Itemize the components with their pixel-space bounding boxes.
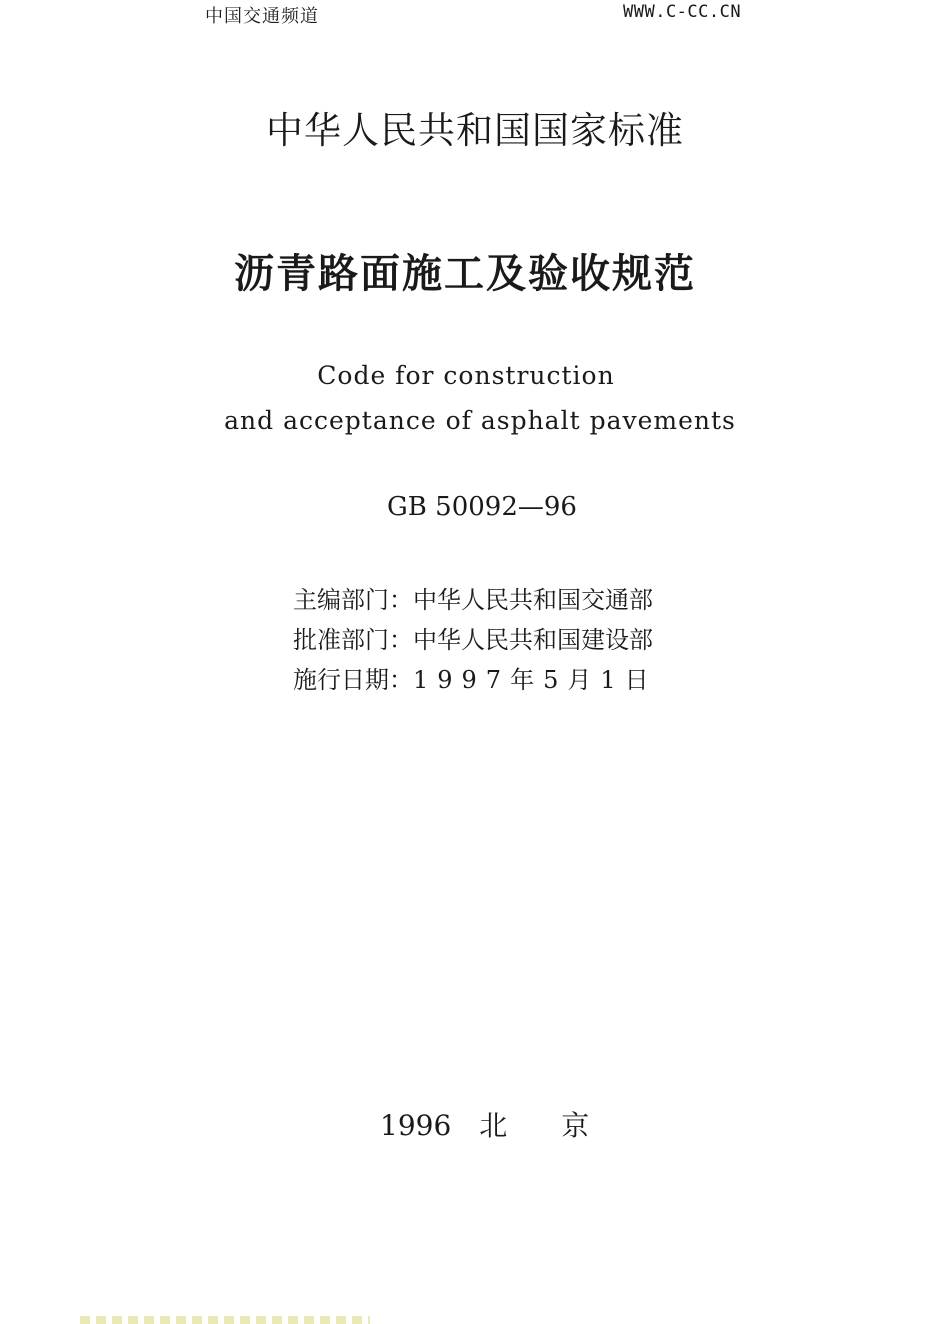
effective-date-label: 施行日期： [293,666,413,694]
effective-date-value: 1997年5月1日 [413,666,658,694]
site-url: WWW.C-CC.CN [623,2,742,22]
approval-department-value: 中华人民共和国建设部 [413,626,653,654]
site-name: 中国交通频道 [205,6,319,27]
effective-date-line [293,660,658,695]
publication-footer [380,1104,589,1144]
document-title: 沥青路面施工及验收规范 [234,251,696,297]
standard-code: GB 50092—96 [387,492,577,522]
editor-department-label: 主编部门： [293,586,413,614]
publication-city-char-2: 京 [561,1109,590,1142]
english-title-line-1: Code for construction [317,361,615,390]
approval-department-label: 批准部门： [293,626,413,654]
approval-department-line [293,620,653,655]
national-standard-heading: 中华人民共和国国家标准 [266,109,684,152]
publication-city-char-1: 北 [479,1109,508,1142]
publication-year: 1996 [380,1109,452,1142]
english-title-line-2: and acceptance of asphalt pavements [224,406,736,435]
editor-department-line [293,580,653,615]
watermark-strip [80,1316,370,1324]
editor-department-value: 中华人民共和国交通部 [413,586,653,614]
